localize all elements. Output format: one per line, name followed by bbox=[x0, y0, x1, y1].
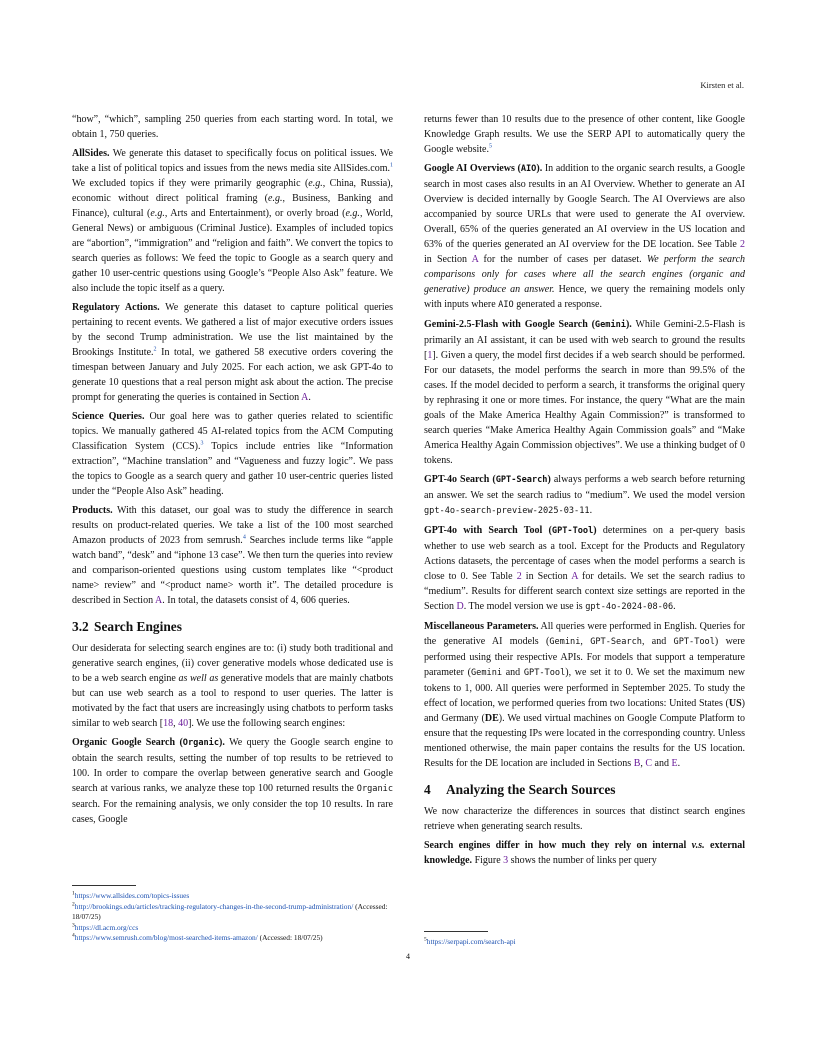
paragraph-aio bbox=[424, 161, 745, 313]
finding-text: shows the number of links per query bbox=[508, 855, 657, 866]
gpt-tool-text: . The model version we use is bbox=[463, 601, 586, 612]
comma: , bbox=[173, 718, 179, 729]
products-text: With this dataset, our goal was to study the difference in search results on product-related queries. We take a list of the 100 most searched Amazon products of 2023 from semrush. bbox=[72, 505, 393, 546]
regulatory-heading: Regulatory Actions. bbox=[72, 302, 160, 313]
citation-18[interactable]: 18 bbox=[163, 718, 174, 729]
organic-heading-end: ). bbox=[219, 737, 225, 748]
gpt-tool-code: GPT-Tool bbox=[523, 668, 566, 678]
vs-italic: v.s. bbox=[691, 840, 705, 851]
misc-and: , and bbox=[641, 636, 674, 647]
page-number: 4 bbox=[406, 952, 410, 961]
footnote-rule bbox=[72, 885, 136, 886]
footnotes-right bbox=[424, 931, 745, 948]
section-ref-a[interactable]: A bbox=[471, 254, 479, 265]
gpt-tool-text: in Section bbox=[521, 571, 572, 582]
footnote-link[interactable]: http://brookings.edu/articles/tracking-regulatory-changes-in-the-second-trump-administration/ bbox=[74, 901, 354, 911]
regulatory-text: In total, we gathered 58 executive orders covering the timespan between January and July 2025. For each action, we ask GPT-4o to generate 10 questions that a real person might ask about the action. The precise prompt for generating the queries is contained in Section bbox=[72, 347, 393, 403]
period: . bbox=[677, 758, 681, 769]
footnote-note: (Accessed: 18/07/25) bbox=[257, 933, 323, 942]
footnote-5 bbox=[424, 937, 745, 948]
allsides-text: , China, Russia), economic without direct political framing ( bbox=[72, 178, 393, 204]
figure-ref-3[interactable]: 3 bbox=[503, 855, 509, 866]
paragraph-gemini bbox=[424, 317, 745, 468]
footnote-ref-1[interactable]: 1 bbox=[390, 162, 393, 169]
eg-italic: e.g. bbox=[150, 208, 165, 219]
section-ref-e[interactable]: E bbox=[671, 758, 678, 769]
science-heading: Science Queries. bbox=[72, 411, 145, 422]
eg-italic: e.g. bbox=[308, 178, 323, 189]
footnote-1 bbox=[72, 891, 393, 902]
gpt-search-heading bbox=[424, 474, 551, 485]
paragraph-section4-finding bbox=[424, 838, 745, 868]
section-number: 3.2 bbox=[72, 619, 89, 634]
aio-text: Hence, we query the remaining models only with inputs where bbox=[424, 284, 745, 310]
paragraph-gpt-search bbox=[424, 472, 745, 519]
science-text: Our goal here was to gather queries related to scientific topics. We manually gathered 45 AI-related topics from the ACM Computing Classification System (CCS). bbox=[72, 411, 393, 452]
gpt-search-heading-text: GPT-4o Search ( bbox=[424, 474, 496, 485]
allsides-text: We generate this dataset to specifically focus on political issues. We take a list of political topics and issues from the news media site AllSides.com. bbox=[72, 148, 393, 174]
search-engines-text: generative models that are mainly chatbots but can use web search as a tool to respond to user queries. The latter is motivated by the fact that users are increasingly using chatbots to perform tasks similar to web search [ bbox=[72, 673, 393, 729]
regulatory-text: We generate this dataset to capture political queries pertaining to recent events. We gathered a list of major executive orders issues by the second Trump administration. We use the list maintained by the Brookings Institute. bbox=[72, 302, 393, 358]
misc-text: ). We used virtual machines on Google Compute Platform to ensure that the requesting IPs were located in the corresponding country. Unless mentioned otherwise, the main paper contains the results for the US location. Results for the DE location are included in Sections bbox=[424, 713, 745, 769]
gemini-text: While Gemini-2.5-Flash is primarily an AI assistant, it can be used with web search to ground the results [ bbox=[424, 319, 746, 361]
gemini-text: ]. Given a query, the model first decides if a web search should be performed. For our datasets, the model performs the search in more than 99.5% of the cases. If the model decided to perform a search, it transforms the original query by rephrasing it one or more times. For instance, the query “What are the main goals of the Make America Healthy Again Commission?” is transformed to search queries “Make America Healthy Again Commission goals” and “Make America Healthy Again Commission objectives”. We use a thinking budget of 0 tokens. bbox=[424, 350, 745, 466]
aio-heading-text: Google AI Overviews ( bbox=[424, 163, 521, 174]
allsides-text: , World, General News) or ambiguous (Criminal Justice). Examples of included topics are “abortion”, “immigration” and “religion and faith”. We convert the topics to search queries as follows: We feed the topic to Google as a search query and gather 10 user-centric questions using Google’s “People Also Ask” feature. We also include the topic itself as a query. bbox=[72, 208, 394, 294]
paragraph-intro bbox=[72, 112, 393, 142]
section-ref-d[interactable]: D bbox=[456, 601, 464, 612]
gpt-tool-text: determines on a per-query basis whether to use web search as a tool. Except for the Products and Regulatory Actions datasets, the percentage of cases when the model performs a search is close to 0. See Table bbox=[424, 525, 745, 582]
eg-italic: e.g. bbox=[268, 193, 283, 204]
section4-text: We now characterize the differences in sources that distinct search engines retrieve when generating search results. bbox=[424, 806, 745, 832]
gpt-tool-heading-text: GPT-4o with Search Tool ( bbox=[424, 525, 552, 536]
organic-code: Organic bbox=[182, 738, 220, 748]
organic-text: We query the Google search engine to obtain the search results, setting the number of top results to be retrieved to 100. In order to compare the overlap between generative search and Google search at various ranks, we analyze these top 100 returned results the bbox=[72, 737, 393, 794]
aio-text: In addition to the organic search results, a Google search in most cases also results in an AI Overview. Whether to generate an AI Overview is decided internally by Google Search. The AI Overviews are also accompanied by source URLs that were used to generate the AI overview. Overall, 65% of the queries generated an AI overview in the US location and 63% of the queries generated an AI overview for the DE location. See Table bbox=[424, 163, 745, 250]
paragraph-regulatory bbox=[72, 300, 393, 405]
misc-and: and bbox=[502, 667, 524, 678]
products-heading: Products. bbox=[72, 505, 113, 516]
table-ref-2[interactable]: 2 bbox=[516, 571, 522, 582]
allsides-text: , Arts and Entertainment), or overly broad ( bbox=[164, 208, 346, 219]
gpt-tool-code: GPT-Tool bbox=[673, 637, 715, 647]
gemini-code: Gemini bbox=[594, 320, 626, 330]
aio-text: generated a response. bbox=[513, 299, 602, 310]
de-bold: DE bbox=[484, 713, 499, 724]
aio-text: in Section bbox=[424, 254, 472, 265]
paragraph-search-engines bbox=[72, 641, 393, 731]
organic-code: Organic bbox=[356, 784, 393, 794]
finding-heading-text: external knowledge. bbox=[424, 840, 745, 866]
footnote-rule bbox=[424, 931, 488, 932]
eg-italic: e.g. bbox=[345, 208, 360, 219]
aio-code: AIO bbox=[520, 164, 537, 174]
section-title: Search Engines bbox=[94, 619, 182, 634]
paragraph-section4-intro bbox=[424, 804, 745, 834]
gemini-heading-text: Gemini-2.5-Flash with Google Search ( bbox=[424, 319, 595, 330]
footnote-number: 4 bbox=[72, 932, 75, 939]
misc-text: All queries were performed in English. Queries for the generative AI models ( bbox=[424, 621, 745, 647]
gpt-search-code: GPT-Search bbox=[495, 475, 548, 485]
allsides-heading: AllSides. bbox=[72, 148, 110, 159]
footnote-number: 3 bbox=[72, 922, 75, 929]
footnote-3 bbox=[72, 923, 393, 934]
section-ref-b[interactable]: B bbox=[633, 758, 641, 769]
gpt-tool-text: for details. We set the search radius to “medium”. Results for different search context size settings are reported in the Section bbox=[424, 571, 745, 612]
footnote-number: 2 bbox=[72, 901, 75, 908]
aio-heading bbox=[424, 163, 542, 174]
paragraph-serp bbox=[424, 112, 745, 157]
misc-and: and bbox=[652, 758, 672, 769]
section-number: 4 bbox=[424, 782, 431, 797]
period: . bbox=[308, 392, 311, 403]
left-column bbox=[72, 112, 393, 831]
section-title: Analyzing the Search Sources bbox=[446, 782, 616, 797]
misc-text: ) and Germany ( bbox=[424, 698, 745, 724]
paragraph-organic bbox=[72, 735, 393, 827]
footnote-ref-3[interactable]: 3 bbox=[200, 440, 204, 447]
finding-heading-text: Search engines differ in how much they rely on internal bbox=[424, 840, 692, 851]
allsides-text: , Business, Banking and Finance), cultural ( bbox=[72, 193, 393, 219]
search-engines-text: ]. We use the following search engines: bbox=[188, 718, 346, 729]
section-ref-a[interactable]: A bbox=[571, 571, 578, 582]
footnote-2 bbox=[72, 902, 393, 923]
table-ref-2[interactable]: 2 bbox=[740, 239, 745, 250]
aio-code: AIO bbox=[498, 300, 514, 310]
gpt-tool-heading-end: ) bbox=[593, 525, 597, 536]
comma: , bbox=[580, 636, 591, 647]
serp-text: returns fewer than 10 results due to the presence of other content, like Google Knowledge Graph results. We use the SERP API to automatically query the Google website. bbox=[424, 114, 745, 155]
organic-text: search. For the remaining analysis, we only consider the top 10 results. In rare cases, Google bbox=[72, 799, 393, 825]
gemini-code: Gemini bbox=[471, 668, 503, 678]
organic-heading-text: Organic Google Search ( bbox=[72, 737, 183, 748]
section-ref-a[interactable]: A bbox=[155, 595, 163, 606]
model-version-code: gpt-4o-search-preview-2025-03-11 bbox=[424, 506, 590, 516]
period: . bbox=[589, 505, 593, 516]
running-head: Kirsten et al. bbox=[700, 80, 744, 90]
section-heading-4 bbox=[424, 781, 745, 798]
footnote-link[interactable]: https://dl.acm.org/ccs bbox=[74, 922, 139, 932]
model-version-code: gpt-4o-2024-08-06 bbox=[585, 602, 674, 612]
footnote-note: (Accessed: 18/07/25) bbox=[72, 901, 388, 921]
products-text: . In total, the datasets consist of 4, 606 queries. bbox=[162, 595, 350, 606]
footnote-link[interactable]: https://www.semrush.com/blog/most-searched-items-amazon/ bbox=[74, 933, 258, 942]
footnote-ref-2[interactable]: 2 bbox=[153, 346, 157, 353]
search-engines-text: Our desiderata for selecting search engines are to: (i) study both traditional and generative search engines, (ii) cover generative models whose dedicated use is to be a web search engine bbox=[72, 643, 393, 684]
gpt-search-code: GPT-Search bbox=[590, 637, 642, 647]
intro-text: “how”, “which”, sampling 250 queries from each starting word. In total, we obtain 1, 750 queries. bbox=[72, 114, 393, 140]
footnote-4 bbox=[72, 933, 393, 944]
gpt-tool-heading bbox=[424, 525, 597, 536]
footnote-link[interactable]: https://www.allsides.com/topics-issues bbox=[74, 891, 190, 900]
gemini-heading bbox=[424, 319, 632, 330]
right-column bbox=[424, 112, 745, 872]
science-text: Topics include entries like “Information extraction”, “Machine translation” and “Vagueness and fuzzy logic”. We pass the topics to Google as a search query and gather 10 user-centric queries listed under the “People Also Ask” heading. bbox=[72, 441, 394, 497]
paragraph-products bbox=[72, 503, 393, 608]
as-well-as-italic: as well as bbox=[178, 673, 219, 684]
misc-heading: Miscellaneous Parameters. bbox=[424, 621, 539, 632]
allsides-text: We excluded topics if they were primarily geographic ( bbox=[72, 178, 309, 189]
section-ref-c[interactable]: C bbox=[645, 758, 653, 769]
gemini-heading-end: ). bbox=[625, 319, 632, 330]
gemini-code: Gemini bbox=[549, 637, 581, 647]
section-heading-3-2 bbox=[72, 618, 393, 635]
section-ref-a[interactable]: A bbox=[301, 392, 309, 403]
products-text: Searches include terms like “apple watch band”, “desk” and “iphone 13 case”. We then turn the queries into review and comparison-oriented questions using custom templates like “<product name> review” and “<product name> worth it”. The detailed procedure is described in Section bbox=[72, 535, 393, 606]
footnote-ref-4[interactable]: 4 bbox=[242, 534, 246, 541]
citation-1[interactable]: 1 bbox=[427, 350, 433, 361]
footnote-link[interactable]: https://serpapi.com/search-api bbox=[426, 937, 516, 946]
paragraph-allsides bbox=[72, 146, 393, 296]
footnote-ref-5[interactable]: 5 bbox=[489, 143, 492, 150]
misc-text: ) were performed using their respective APIs. For models that support a temperature parameter ( bbox=[424, 636, 745, 678]
footnote-number: 1 bbox=[72, 890, 75, 897]
comma: , bbox=[640, 758, 646, 769]
footnotes-left bbox=[72, 885, 393, 944]
paragraph-misc bbox=[424, 619, 745, 771]
aio-text: for the number of cases per dataset. bbox=[478, 254, 647, 265]
finding-text: Figure bbox=[472, 855, 504, 866]
misc-text: ), we set it to 0. We set the maximum new tokens to 1, 000. All queries were performed in September 2025. To study the effect of location, we performed queries from two locations: United States ( bbox=[424, 667, 745, 709]
gpt-tool-code: GPT-Tool bbox=[551, 526, 594, 536]
paragraph-science bbox=[72, 409, 393, 499]
gpt-search-heading-end: ) bbox=[547, 474, 551, 485]
aio-emphasis: We perform the search comparisons only for cases where all the search engines (organic and generative) produce an answer. bbox=[424, 254, 746, 295]
paragraph-gpt-tool bbox=[424, 523, 745, 615]
us-bold: US bbox=[728, 698, 742, 709]
gpt-search-text: always performs a web search before returning an answer. We set the search radius to “medium”. We used the model version bbox=[424, 474, 745, 501]
footnote-number: 5 bbox=[424, 936, 427, 943]
aio-heading-end: ). bbox=[536, 163, 543, 174]
organic-heading bbox=[72, 737, 225, 748]
period: . bbox=[673, 601, 676, 612]
citation-40[interactable]: 40 bbox=[178, 718, 189, 729]
